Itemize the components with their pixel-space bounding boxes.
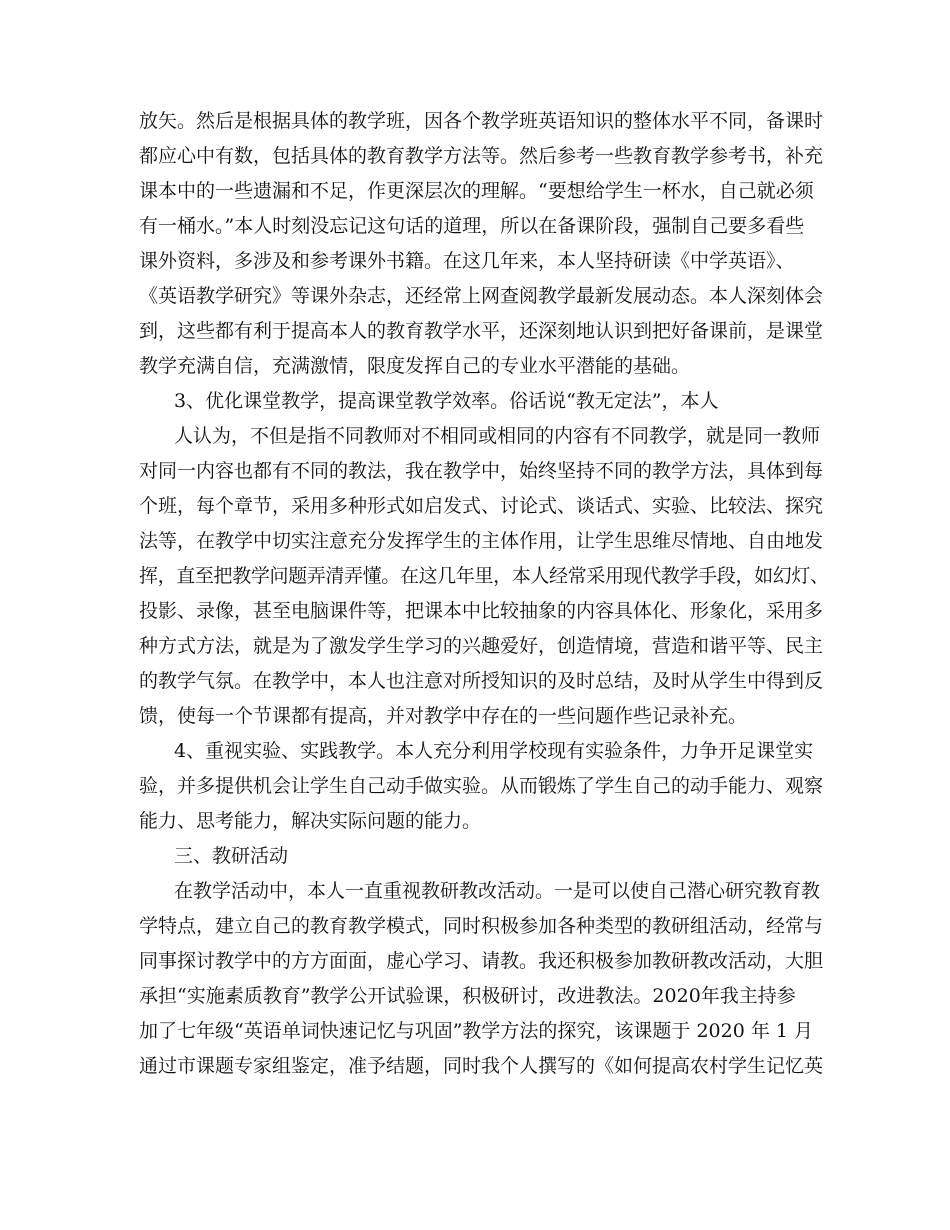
text-line: 教学充满自信，充满激情，限度发挥自己的专业水平潜能的基础。 <box>139 355 691 377</box>
text-line: 通过市课题专家组鉴定，准予结题，同时我个人撰写的《如何提高农村学生记忆英 <box>139 1055 824 1077</box>
text-line: 4、重视实验、实践教学。本人充分利用学校现有实验条件，力争开足课堂实 <box>174 740 814 762</box>
text-line: 承担“实施素质教育”教学公开试验课，积极研讨，改进教法。2020年我主持参 <box>139 985 796 1007</box>
text-line: 3、优化课堂教学，提高课堂教学效率。俗话说“教无定法”，本人 <box>174 390 719 412</box>
text-line: 都应心中有数，包括具体的教育教学方法等。然后参考一些教育教学参考书，补充 <box>139 145 824 167</box>
text-line: 有一桶水。”本人时刻没忘记这句话的道理，所以在备课阶段，强制自己要多看些 <box>139 215 805 237</box>
document-body <box>139 104 829 1084</box>
text-line: 三、教研活动 <box>174 845 289 867</box>
text-line: 挥，直至把教学问题弄清弄懂。在这几年里，本人经常采用现代教学手段，如幻灯、 <box>139 565 829 587</box>
text-line: 同事探讨教学中的方方面面，虚心学习、请教。我还积极参加教研教改活动，大胆 <box>139 950 824 972</box>
text-line: 课外资料，多涉及和参考课外书籍。在这几年来，本人坚持研读《中学英语》、 <box>139 250 795 272</box>
text-line: 馈，使每一个节课都有提高，并对教学中存在的一些问题作些记录补充。 <box>139 705 748 727</box>
text-line: 对同一内容也都有不同的教法，我在教学中，始终坚持不同的教学方法，具体到每 <box>139 460 824 482</box>
text-line: 学特点，建立自己的教育教学模式，同时积极参加各种类型的教研组活动，经常与 <box>139 915 824 937</box>
text-line: 加了七年级“英语单词快速记忆与巩固”教学方法的探究，该课题于 2020 年 1 月 <box>139 1020 814 1042</box>
text-line: 种方式方法，就是为了激发学生学习的兴趣爱好，创造情境，营造和谐平等、民主 <box>139 635 824 657</box>
text-line: 人认为，不但是指不同教师对不相同或相同的内容有不同教学，就是同一教师 <box>174 425 821 447</box>
text-line: 验，并多提供机会让学生自己动手做实验。从而锻炼了学生自己的动手能力、观察 <box>139 775 824 797</box>
text-line: 在教学活动中，本人一直重视教研教改活动。一是可以使自己潜心研究教育教 <box>174 880 821 902</box>
text-line: 到，这些都有利于提高本人的教育教学水平，还深刻地认识到把好备课前，是课堂 <box>139 320 824 342</box>
text-line: 放矢。然后是根据具体的教学班，因各个教学班英语知识的整体水平不同，备课时 <box>139 110 824 132</box>
text-line: 法等，在教学中切实注意充分发挥学生的主体作用，让学生思维尽情地、自由地发 <box>139 530 824 552</box>
text-line: 投影、录像，甚至电脑课件等，把课本中比较抽象的内容具体化、形象化，采用多 <box>139 600 824 622</box>
text-line: 《英语教学研究》等课外杂志，还经常上网查阅教学最新发展动态。本人深刻体会 <box>139 285 824 307</box>
text-line: 能力、思考能力，解决实际问题的能力。 <box>139 810 482 832</box>
text-line: 的教学气氛。在教学中，本人也注意对所授知识的及时总结，及时从学生中得到反 <box>139 670 824 692</box>
text-line: 个班，每个章节，采用多种形式如启发式、讨论式、谈话式、实验、比较法、探究 <box>139 495 824 517</box>
text-line: 课本中的一些遗漏和不足，作更深层次的理解。“要想给学生一杯水，自己就必须 <box>139 180 814 202</box>
